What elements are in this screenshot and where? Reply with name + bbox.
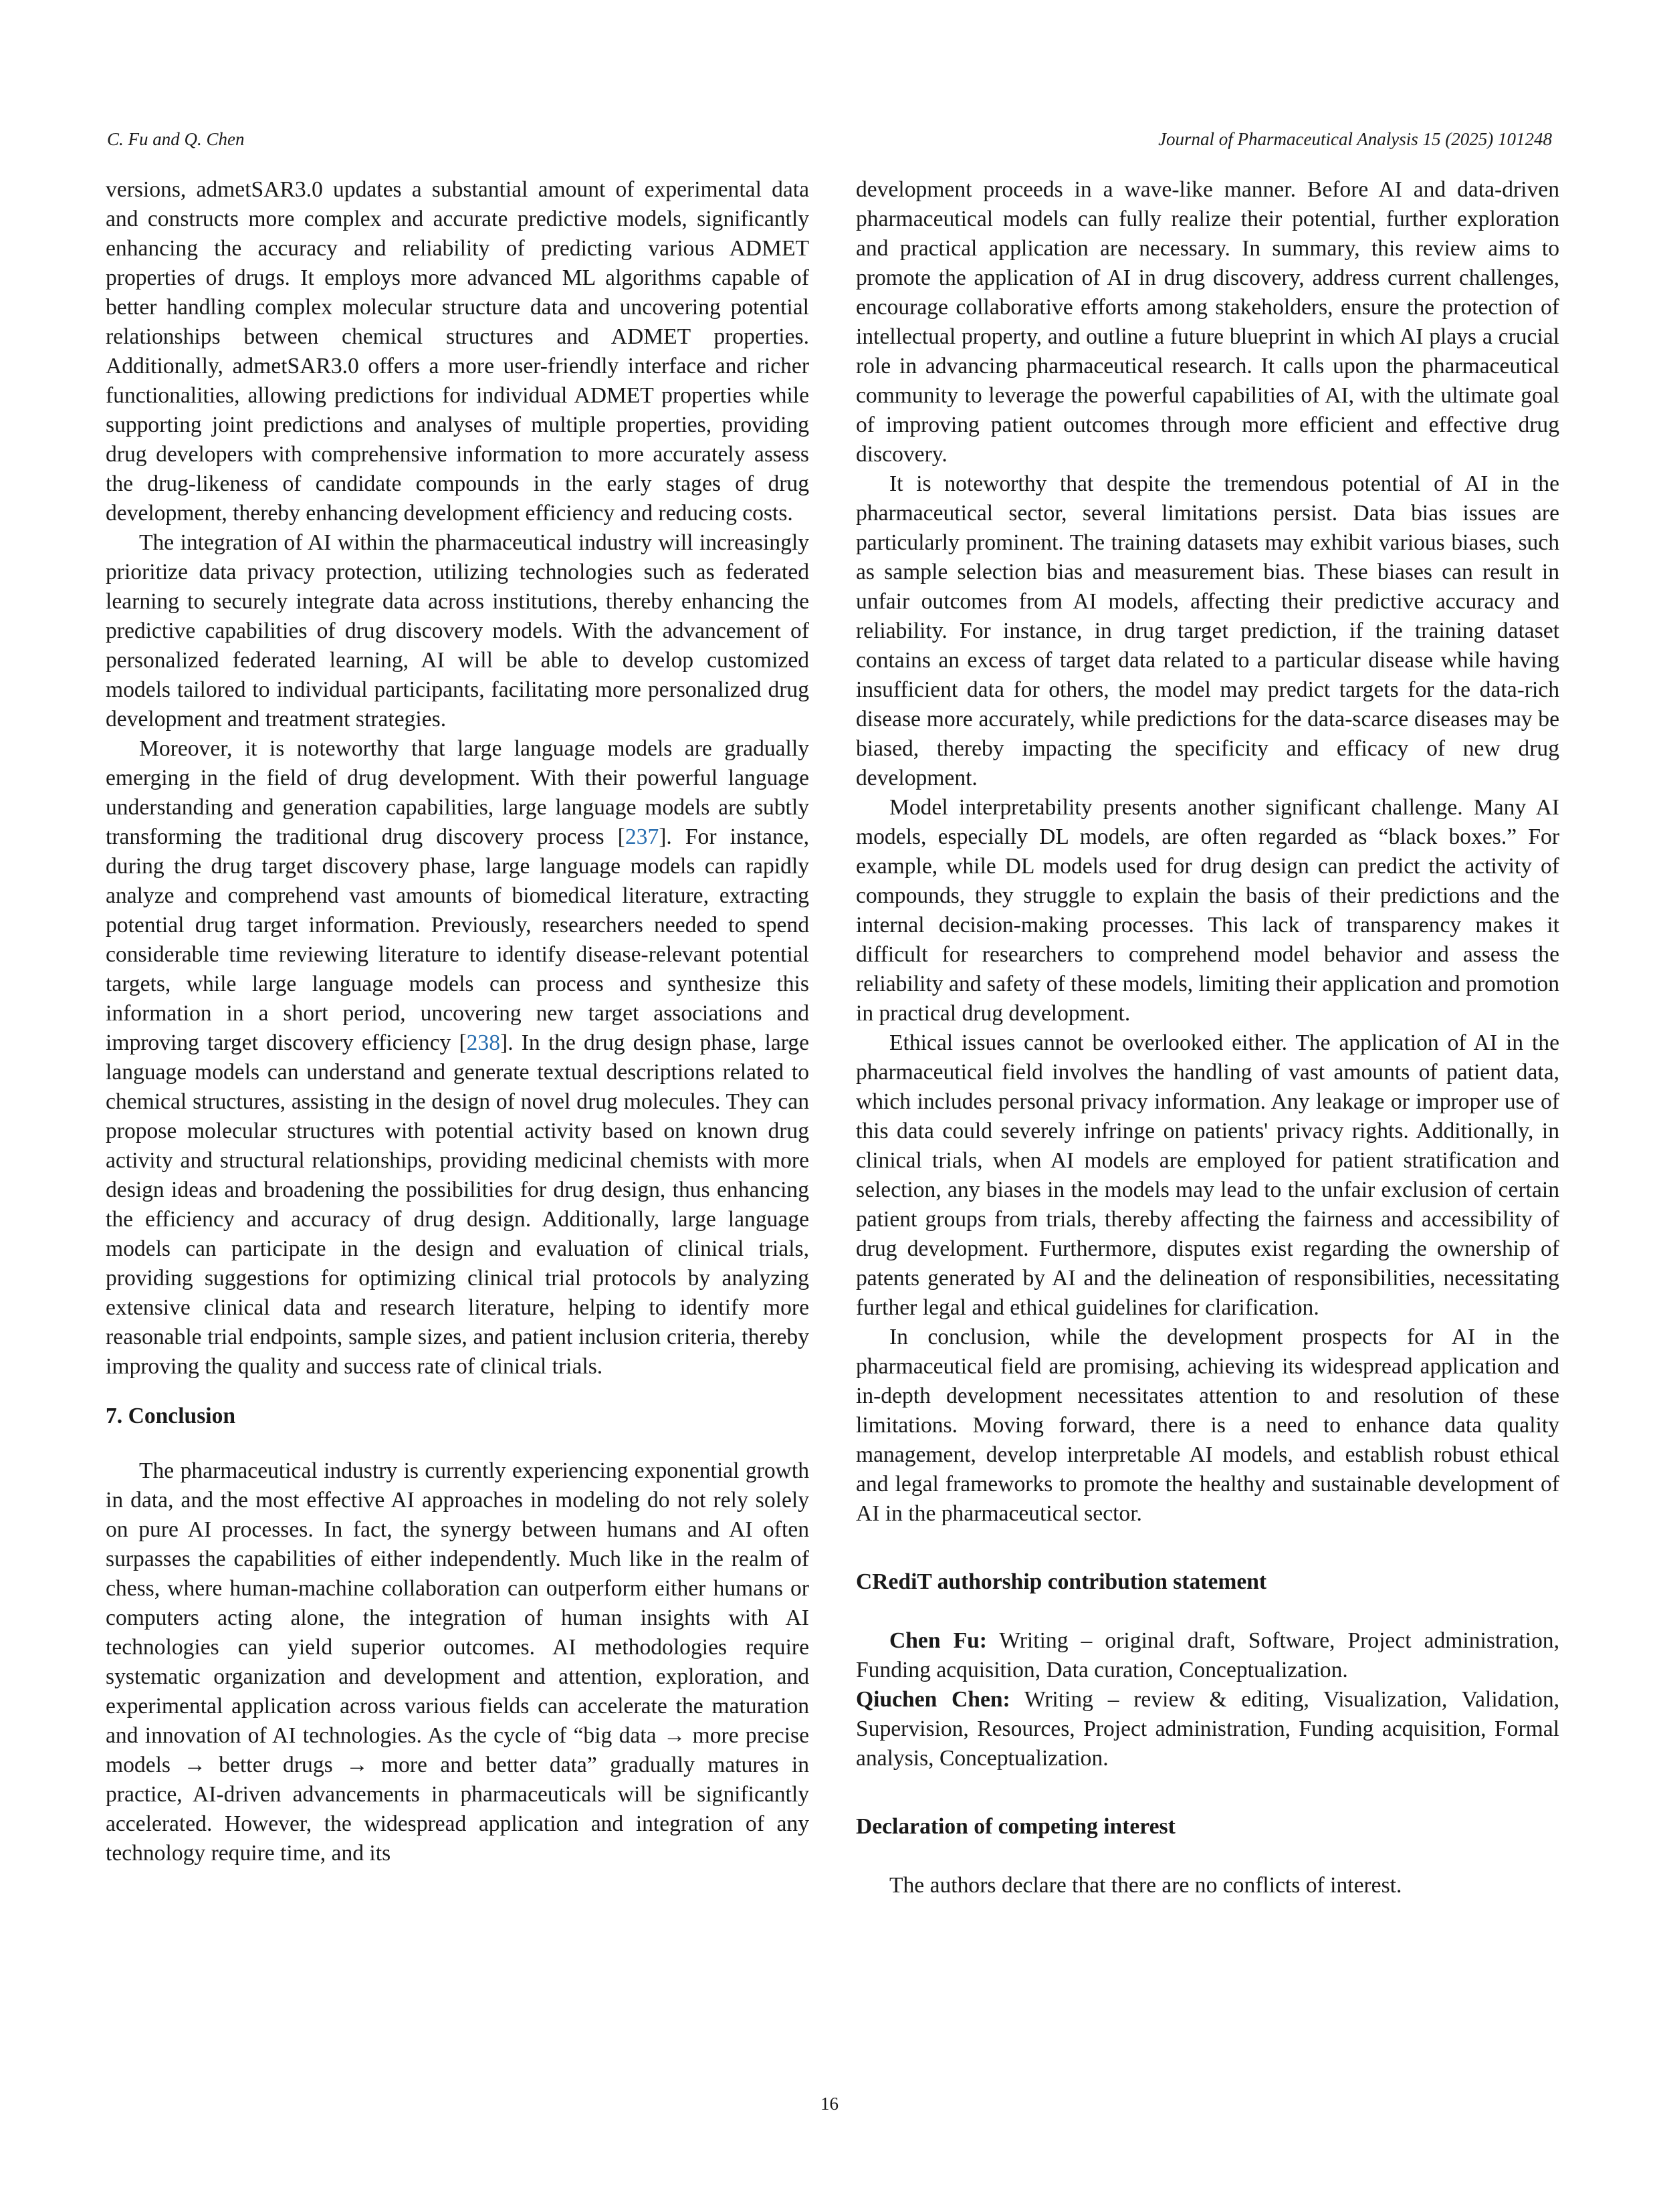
running-head-authors: C. Fu and Q. Chen [107, 129, 245, 149]
credit-entry [856, 1626, 1559, 1685]
citation-link-237[interactable]: 237 [625, 824, 659, 849]
competing-interest-heading: Declaration of competing interest [856, 1814, 1176, 1839]
paragraph-text: ]. For instance, during the drug target discovery phase, large language models can rapidly analyze and comprehend vast amounts of biomedical literature, extracting potential drug target information. Previously, researchers needed to spend considerable time reviewing literature to identify disease-relevant potential targets, while large language models can process and synthesize this information in a short period, uncovering new target associations and improving target discovery efficiency [ [106, 824, 809, 1055]
body-paragraph: The pharmaceutical industry is currently experiencing exponential growth in data, and the most effective AI approaches in modeling do not rely solely on pure AI processes. In fact, the synergy between humans and AI often surpasses the capabilities of either independently. Much like in the realm of chess, where human-machine collaboration can outperform either humans or computers acting alone, the integration of human insights with AI technologies can yield superior outcomes. AI methodologies require systematic organization and development and attention, exploration, and experimental application across various fields can accelerate the maturation and innovation of AI technologies. As the cycle of “big data → more precise models → better drugs → more and better data” gradually matures in practice, AI-driven advancements in pharmaceuticals will be significantly accelerated. However, the widespread application and integration of any technology require time, and its [106, 1458, 809, 1866]
credit-entry [856, 1685, 1559, 1773]
credit-heading: CRediT authorship contribution statement [856, 1569, 1267, 1594]
body-paragraph: It is noteworthy that despite the tremendous potential of AI in the pharmaceutical sector, several limitations persist. Data bias issues are particularly prominent. The training datasets may exhibit various biases, such as sample selection bias and measurement bias. These biases can result in unfair outcomes from AI models, affecting their predictive accuracy and reliability. For instance, in drug target prediction, if the training dataset contains an excess of target data related to a particular disease while having insufficient data for others, the model may predict targets for the data-rich disease more accurately, while predictions for the data-scarce diseases may be biased, thereby impacting the specificity and efficacy of new drug development. [856, 471, 1559, 790]
competing-interest-text: The authors declare that there are no conflicts of interest. [889, 1873, 1402, 1898]
paragraph-text: ]. In the drug design phase, large language models can understand and generate textual descriptions related to chemical structures, assisting in the design of novel drug molecules. They can propose molecular structures with potential activity based on known drug activity and structural relationships, providing medicinal chemists with more design ideas and broadening the possibilities for drug design, thus enhancing the efficiency and accuracy of drug design. Additionally, large language models can participate in the design and evaluation of clinical trials, providing suggestions for optimizing clinical trial protocols by analyzing extensive clinical data and research literature, helping to identify more reasonable trial endpoints, sample sizes, and patient inclusion criteria, thereby improving the quality and success rate of clinical trials. [106, 1030, 809, 1379]
body-paragraph: Model interpretability presents another significant challenge. Many AI models, especially DL models, are often regarded as “black boxes.” For example, while DL models used for drug design can predict the activity of compounds, they struggle to explain the basis of their predictions and the internal decision-making processes. This lack of transparency makes it difficult for researchers to comprehend model behavior and assess the reliability and safety of these models, limiting their application and promotion in practical drug development. [856, 795, 1559, 1026]
body-paragraph-llm [106, 734, 809, 1381]
credit-author-name: Qiuchen Chen: [856, 1687, 1010, 1712]
body-paragraph: In conclusion, while the development prospects for AI in the pharmaceutical field are promising, achieving its widespread application and in-depth development necessitates attention to and resolution of these limitations. Moving forward, there is a need to enhance data quality management, develop interpretable AI models, and establish robust ethical and legal frameworks to promote the healthy and sustainable development of AI in the pharmaceutical sector. [856, 1325, 1559, 1526]
body-paragraph: The integration of AI within the pharmaceutical industry will increasingly prioritize data privacy protection, utilizing technologies such as federated learning to securely integrate data across institutions, thereby enhancing the predictive capabilities of drug discovery models. With the advancement of personalized federated learning, AI will be able to develop customized models tailored to individual participants, facilitating more personalized drug development and treatment strategies. [106, 530, 809, 732]
credit-roles: Writing – original draft, Software, Project administration, Funding acquisition, Data curation, Conceptualization. [856, 1628, 1559, 1682]
running-head-journal: Journal of Pharmaceutical Analysis 15 (2025) 101248 [1158, 129, 1552, 149]
right-column [856, 175, 1559, 1900]
page-number: 16 [820, 2094, 839, 2114]
citation-link-238[interactable]: 238 [466, 1030, 501, 1055]
section-heading-conclusion: 7. Conclusion [106, 1404, 236, 1428]
left-column [106, 175, 809, 1868]
credit-roles: Writing – review & editing, Visualization, Validation, Supervision, Resources, Project administration, Funding acquisition, Formal analysis, Conceptualization. [856, 1687, 1560, 1771]
body-paragraph: Ethical issues cannot be overlooked either. The application of AI in the pharmaceutical field involves the handling of vast amounts of patient data, which includes personal privacy information. Any leakage or improper use of this data could severely infringe on patients' privacy rights. Additionally, in clinical trials, when AI models are employed for patient stratification and selection, any biases in the models may lead to the unfair exclusion of certain patient groups from trials, thereby affecting the fairness and accessibility of drug development. Furthermore, disputes exist regarding the ownership of patents generated by AI and the delineation of responsibilities, necessitating further legal and ethical guidelines for clarification. [856, 1030, 1559, 1320]
body-paragraph: versions, admetSAR3.0 updates a substantial amount of experimental data and constructs more complex and accurate predictive models, significantly enhancing the accuracy and reliability of predicting various ADMET properties of drugs. It employs more advanced ML algorithms capable of better handling complex molecular structure data and uncovering potential relationships between chemical structures and ADMET properties. Additionally, admetSAR3.0 offers a more user-friendly interface and richer functionalities, allowing predictions for individual ADMET properties while supporting joint predictions and analyses of multiple properties, providing drug developers with comprehensive information to more accurately assess the drug-likeness of candidate compounds in the early stages of drug development, thereby enhancing development efficiency and reducing costs. [106, 177, 809, 526]
body-paragraph: development proceeds in a wave-like manner. Before AI and data-driven pharmaceutical models can fully realize their potential, further exploration and practical application are necessary. In summary, this review aims to promote the application of AI in drug discovery, address current challenges, encourage collaborative efforts among stakeholders, ensure the protection of intellectual property, and outline a future blueprint in which AI plays a crucial role in advancing pharmaceutical research. It calls upon the pharmaceutical community to leverage the powerful capabilities of AI, with the ultimate goal of improving patient outcomes through more efficient and effective drug discovery. [856, 177, 1559, 467]
credit-author-name: Chen Fu: [889, 1628, 987, 1653]
paragraph-text: Moreover, it is noteworthy that large language models are gradually emerging in the field of drug development. With their powerful language understanding and generation capabilities, large language models are subtly transforming the traditional drug discovery process [ [106, 736, 809, 849]
